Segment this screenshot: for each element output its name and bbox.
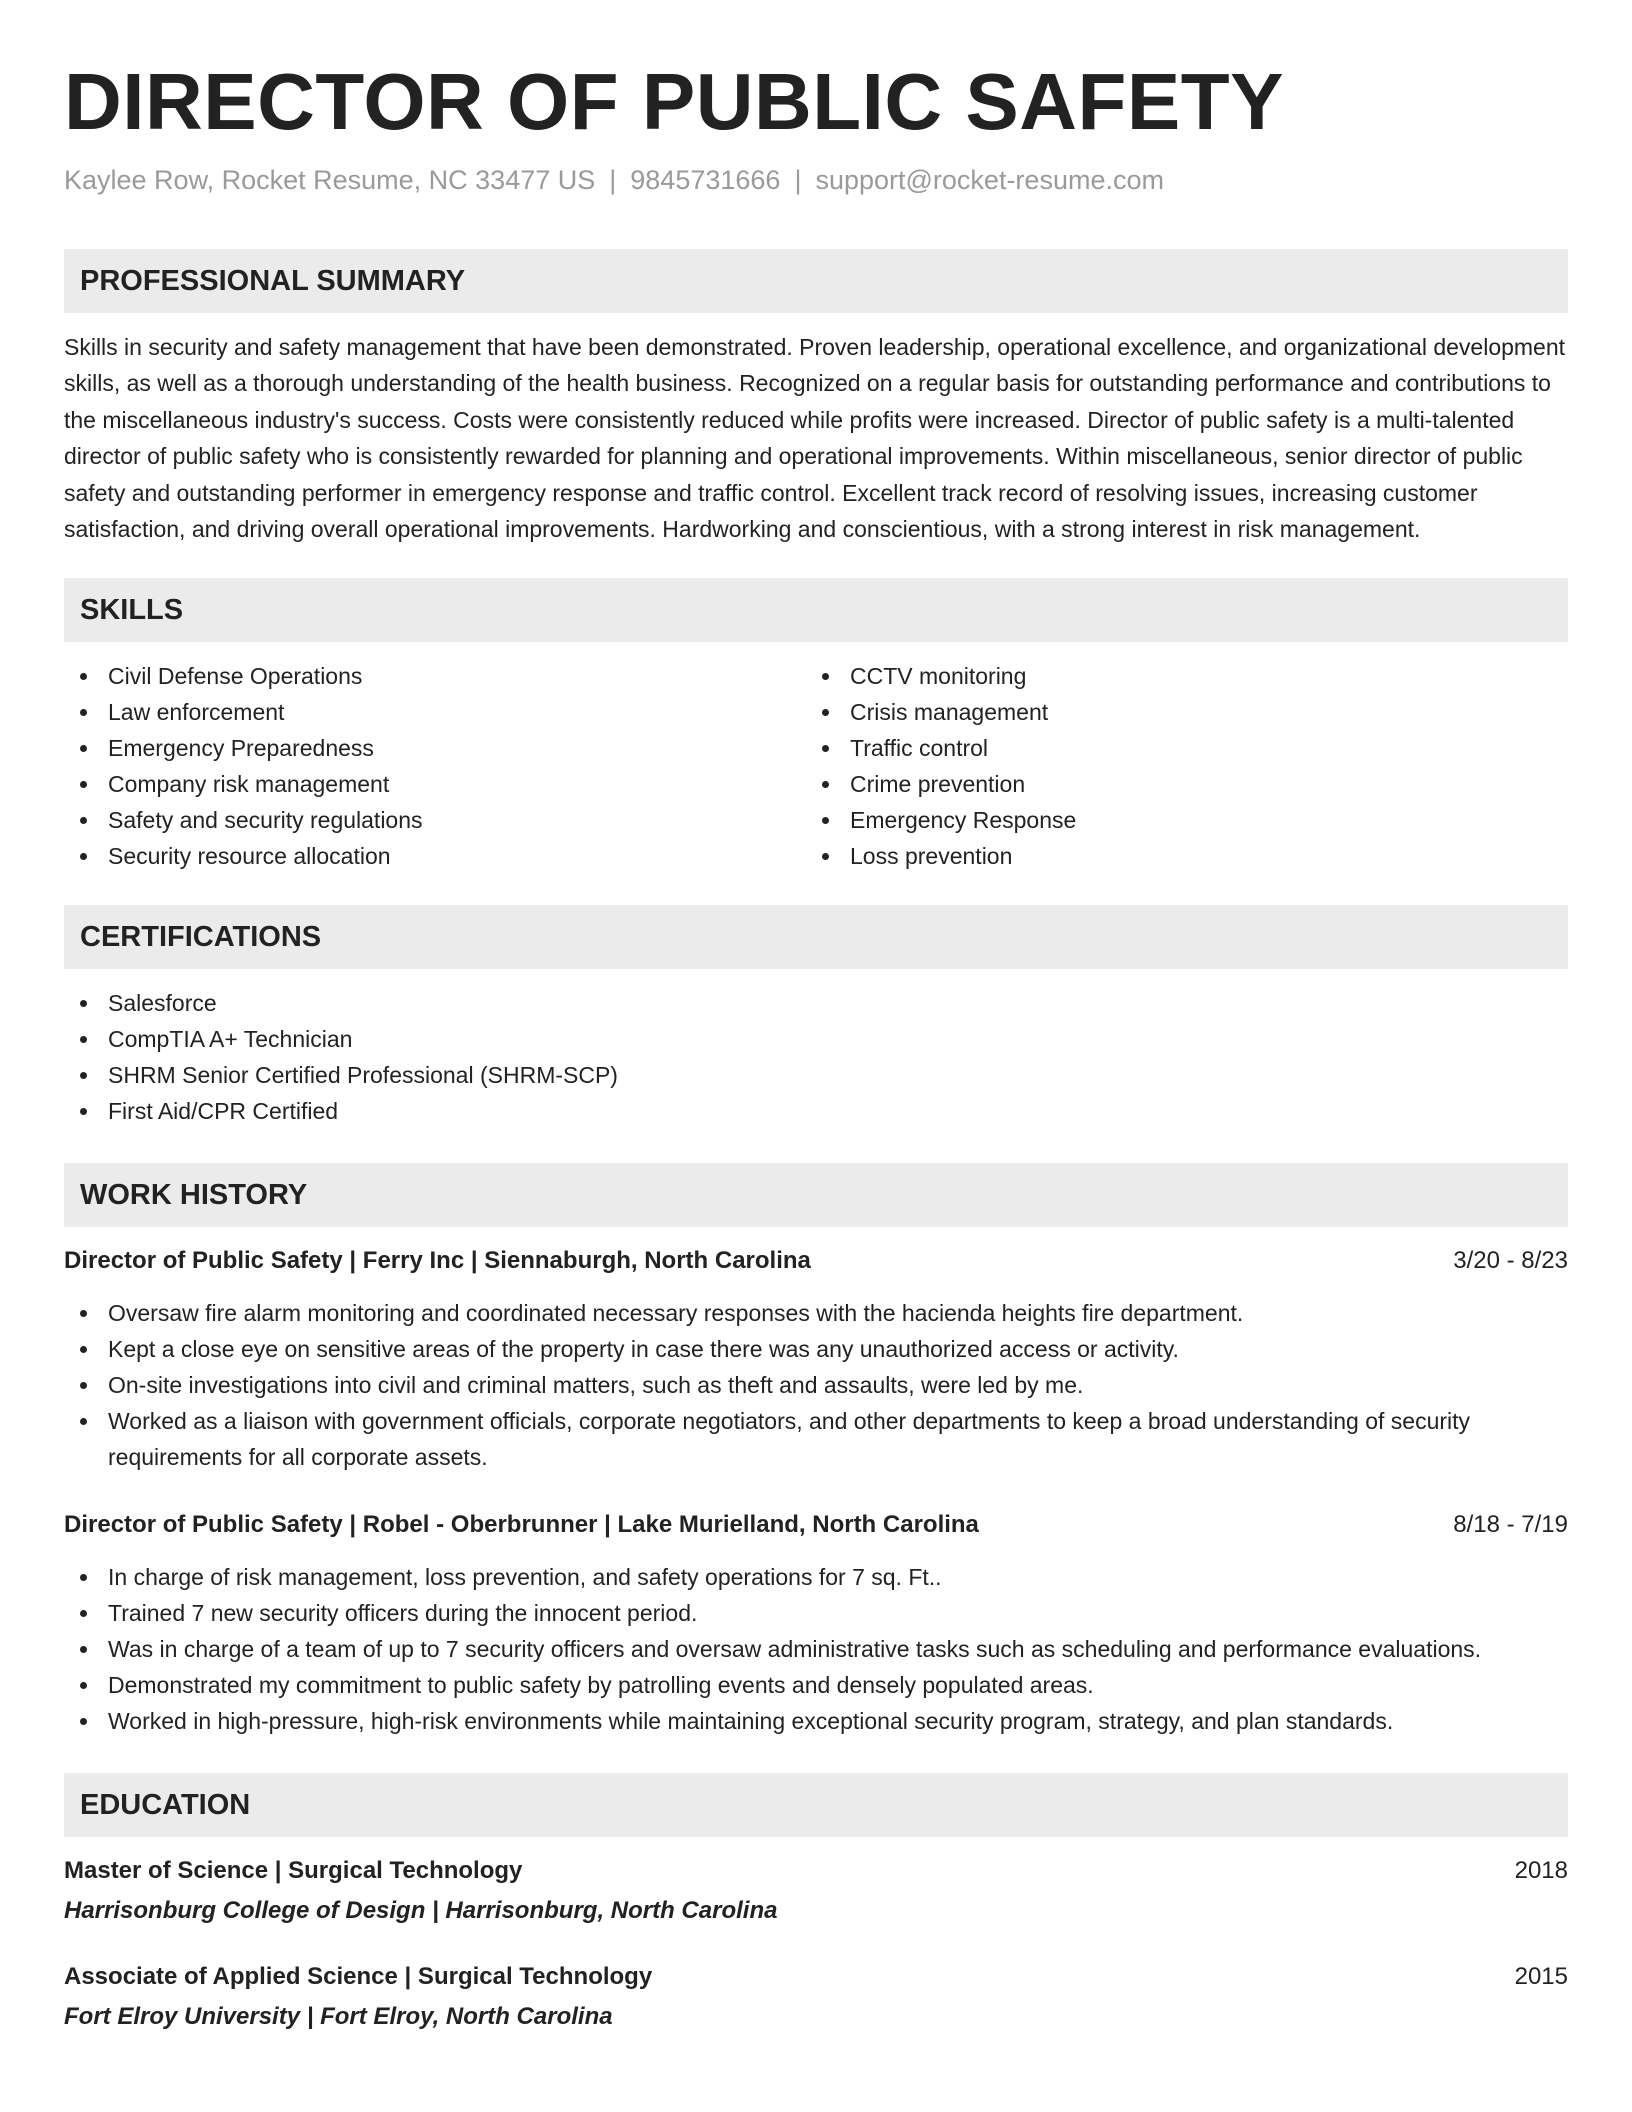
job-header — [64, 1507, 1568, 1543]
skills-columns — [64, 658, 1568, 874]
job-bullet: Trained 7 new security officers during the innocent period. — [64, 1595, 1568, 1631]
education-entry — [64, 1959, 1568, 2035]
skill-item: Security resource allocation — [64, 838, 806, 874]
contact-address: Kaylee Row, Rocket Resume, NC 33477 US — [64, 165, 596, 195]
section-heading-summary: PROFESSIONAL SUMMARY — [64, 249, 1568, 313]
certification-item: First Aid/CPR Certified — [64, 1093, 1568, 1129]
skill-item: Law enforcement — [64, 694, 806, 730]
education-header — [64, 1853, 1568, 1889]
education-entry — [64, 1853, 1568, 1929]
resume-title: DIRECTOR OF PUBLIC SAFETY — [64, 57, 1284, 146]
certification-item: SHRM Senior Certified Professional (SHRM-SCP) — [64, 1057, 1568, 1093]
job-dates: 8/18 - 7/19 — [1453, 1511, 1568, 1539]
work-history-section — [64, 1163, 1568, 1739]
section-heading-education: EDUCATION — [64, 1773, 1568, 1837]
job-bullet: Worked as a liaison with government officials, corporate negotiators, and other departments to keep a broad understanding of security requirements for all corporate assets. — [64, 1403, 1568, 1475]
job-bullet: Kept a close eye on sensitive areas of the property in case there was any unauthorized access or activity. — [64, 1331, 1568, 1367]
skill-item: Loss prevention — [806, 838, 1548, 874]
section-heading-certifications: CERTIFICATIONS — [64, 905, 1568, 969]
job-bullet: Demonstrated my commitment to public safety by patrolling events and densely populated areas. — [64, 1667, 1568, 1703]
skill-item: Safety and security regulations — [64, 802, 806, 838]
skill-item: Traffic control — [806, 730, 1548, 766]
job-bullet: Oversaw fire alarm monitoring and coordinated necessary responses with the hacienda heights fire department. — [64, 1295, 1568, 1331]
skills-section — [64, 578, 1568, 874]
contact-separator: | — [609, 165, 617, 195]
education-year: 2018 — [1514, 1857, 1568, 1885]
certification-item: Salesforce — [64, 985, 1568, 1021]
skills-list-left — [64, 658, 806, 874]
job-bullet: In charge of risk management, loss prevention, and safety operations for 7 sq. Ft.. — [64, 1559, 1568, 1595]
skill-item: Crisis management — [806, 694, 1548, 730]
education-school: Fort Elroy University | Fort Elroy, North Carolina — [64, 2003, 613, 2031]
certifications-section — [64, 905, 1568, 1129]
job-bullets — [64, 1559, 1568, 1739]
contact-separator: | — [794, 165, 802, 195]
job-entry — [64, 1507, 1568, 1739]
contact-phone: 9845731666 — [630, 165, 781, 195]
skill-item: CCTV monitoring — [806, 658, 1548, 694]
education-section — [64, 1773, 1568, 2035]
education-school: Harrisonburg College of Design | Harrisonburg, North Carolina — [64, 1897, 778, 1925]
skill-item: Crime prevention — [806, 766, 1548, 802]
contact-email: support@rocket-resume.com — [815, 165, 1164, 195]
education-year: 2015 — [1514, 1963, 1568, 1991]
certification-item: CompTIA A+ Technician — [64, 1021, 1568, 1057]
job-bullet: Worked in high-pressure, high-risk environments while maintaining exceptional security program, strategy, and plan standards. — [64, 1703, 1568, 1739]
education-degree: Master of Science | Surgical Technology — [64, 1857, 523, 1885]
skill-item: Emergency Preparedness — [64, 730, 806, 766]
summary-text: Skills in security and safety management that have been demonstrated. Proven leadership, operational excellence, and organizational development skills, as well as a thorough understanding of the health business. Recognized on a regular basis for outstanding performance and contributions to the miscellaneous industry's success. Costs were consistently reduced while profits were increased. Director of public safety is a multi-talented director of public safety who is consistently rewarded for planning and operational improvements. Within miscellaneous, senior director of public safety and outstanding performer in emergency response and traffic control. Excellent track record of resolving issues, increasing customer satisfaction, and driving overall operational improvements. Hardworking and conscientious, with a strong interest in risk management. — [64, 334, 1566, 543]
job-entry — [64, 1243, 1568, 1475]
job-bullets — [64, 1295, 1568, 1475]
skill-item: Company risk management — [64, 766, 806, 802]
section-heading-work-history: WORK HISTORY — [64, 1163, 1568, 1227]
resume-page — [64, 0, 1568, 2035]
job-title: Director of Public Safety | Ferry Inc | Siennaburgh, North Carolina — [64, 1247, 811, 1275]
job-title: Director of Public Safety | Robel - Oberbrunner | Lake Murielland, North Carolina — [64, 1511, 979, 1539]
job-header — [64, 1243, 1568, 1279]
job-dates: 3/20 - 8/23 — [1453, 1247, 1568, 1275]
job-bullet: Was in charge of a team of up to 7 security officers and oversaw administrative tasks such as scheduling and performance evaluations. — [64, 1631, 1568, 1667]
skill-item: Emergency Response — [806, 802, 1548, 838]
job-bullet: On-site investigations into civil and criminal matters, such as theft and assaults, were led by me. — [64, 1367, 1568, 1403]
education-header — [64, 1959, 1568, 1995]
section-heading-skills: SKILLS — [64, 578, 1568, 642]
contact-line — [64, 162, 1568, 198]
education-degree: Associate of Applied Science | Surgical Technology — [64, 1963, 653, 1991]
skills-list-right — [806, 658, 1548, 874]
certifications-list — [64, 985, 1568, 1129]
summary-section — [64, 249, 1568, 547]
skill-item: Civil Defense Operations — [64, 658, 806, 694]
